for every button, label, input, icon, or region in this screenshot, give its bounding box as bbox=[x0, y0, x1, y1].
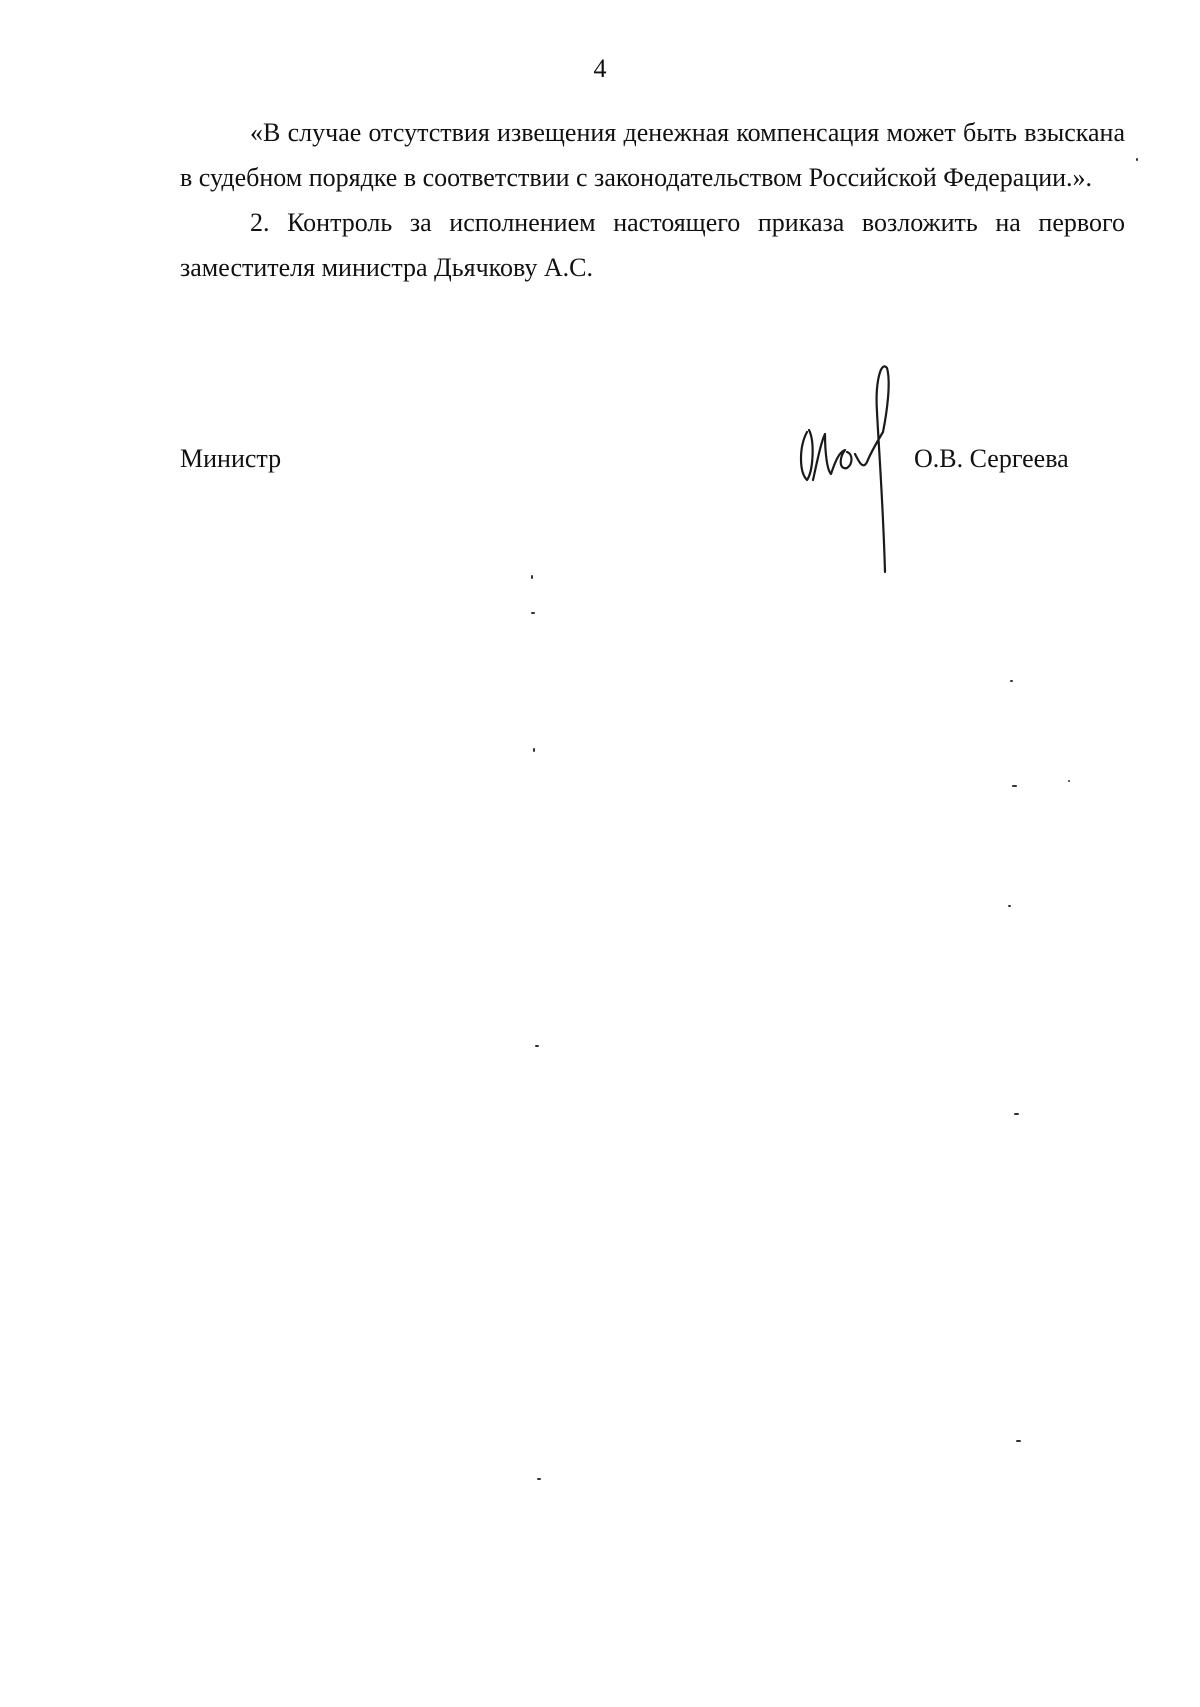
scan-speck bbox=[533, 748, 535, 752]
scan-speck bbox=[1010, 680, 1013, 682]
scan-speck bbox=[531, 612, 535, 614]
scan-speck bbox=[1008, 905, 1011, 907]
signatory-role: Министр bbox=[180, 444, 282, 473]
scan-speck bbox=[535, 1045, 539, 1047]
paragraph-control: 2. Контроль за исполнением настоящего приказа возложить на первого заместителя министра Дьячкову А.С. bbox=[180, 208, 1125, 282]
scan-speck bbox=[537, 1478, 541, 1480]
scan-speck bbox=[1014, 1113, 1019, 1115]
signatory-name: О.В. Сергеева bbox=[914, 444, 1069, 473]
scan-speck bbox=[1068, 780, 1070, 782]
scan-speck bbox=[1016, 1440, 1021, 1442]
scan-speck bbox=[531, 575, 533, 579]
handwritten-signature bbox=[795, 362, 925, 577]
signature-block bbox=[180, 435, 1080, 485]
paragraph-compensation: «В случае отсутствия извещения денежная компенсация может быть взыскана в судебном порядке в соответствии с законодательством Российской Федерации.». bbox=[180, 118, 1125, 192]
document-body bbox=[180, 110, 1125, 290]
scan-speck bbox=[1136, 158, 1138, 161]
page-number: 4 bbox=[593, 54, 607, 83]
scan-speck bbox=[1012, 785, 1017, 787]
